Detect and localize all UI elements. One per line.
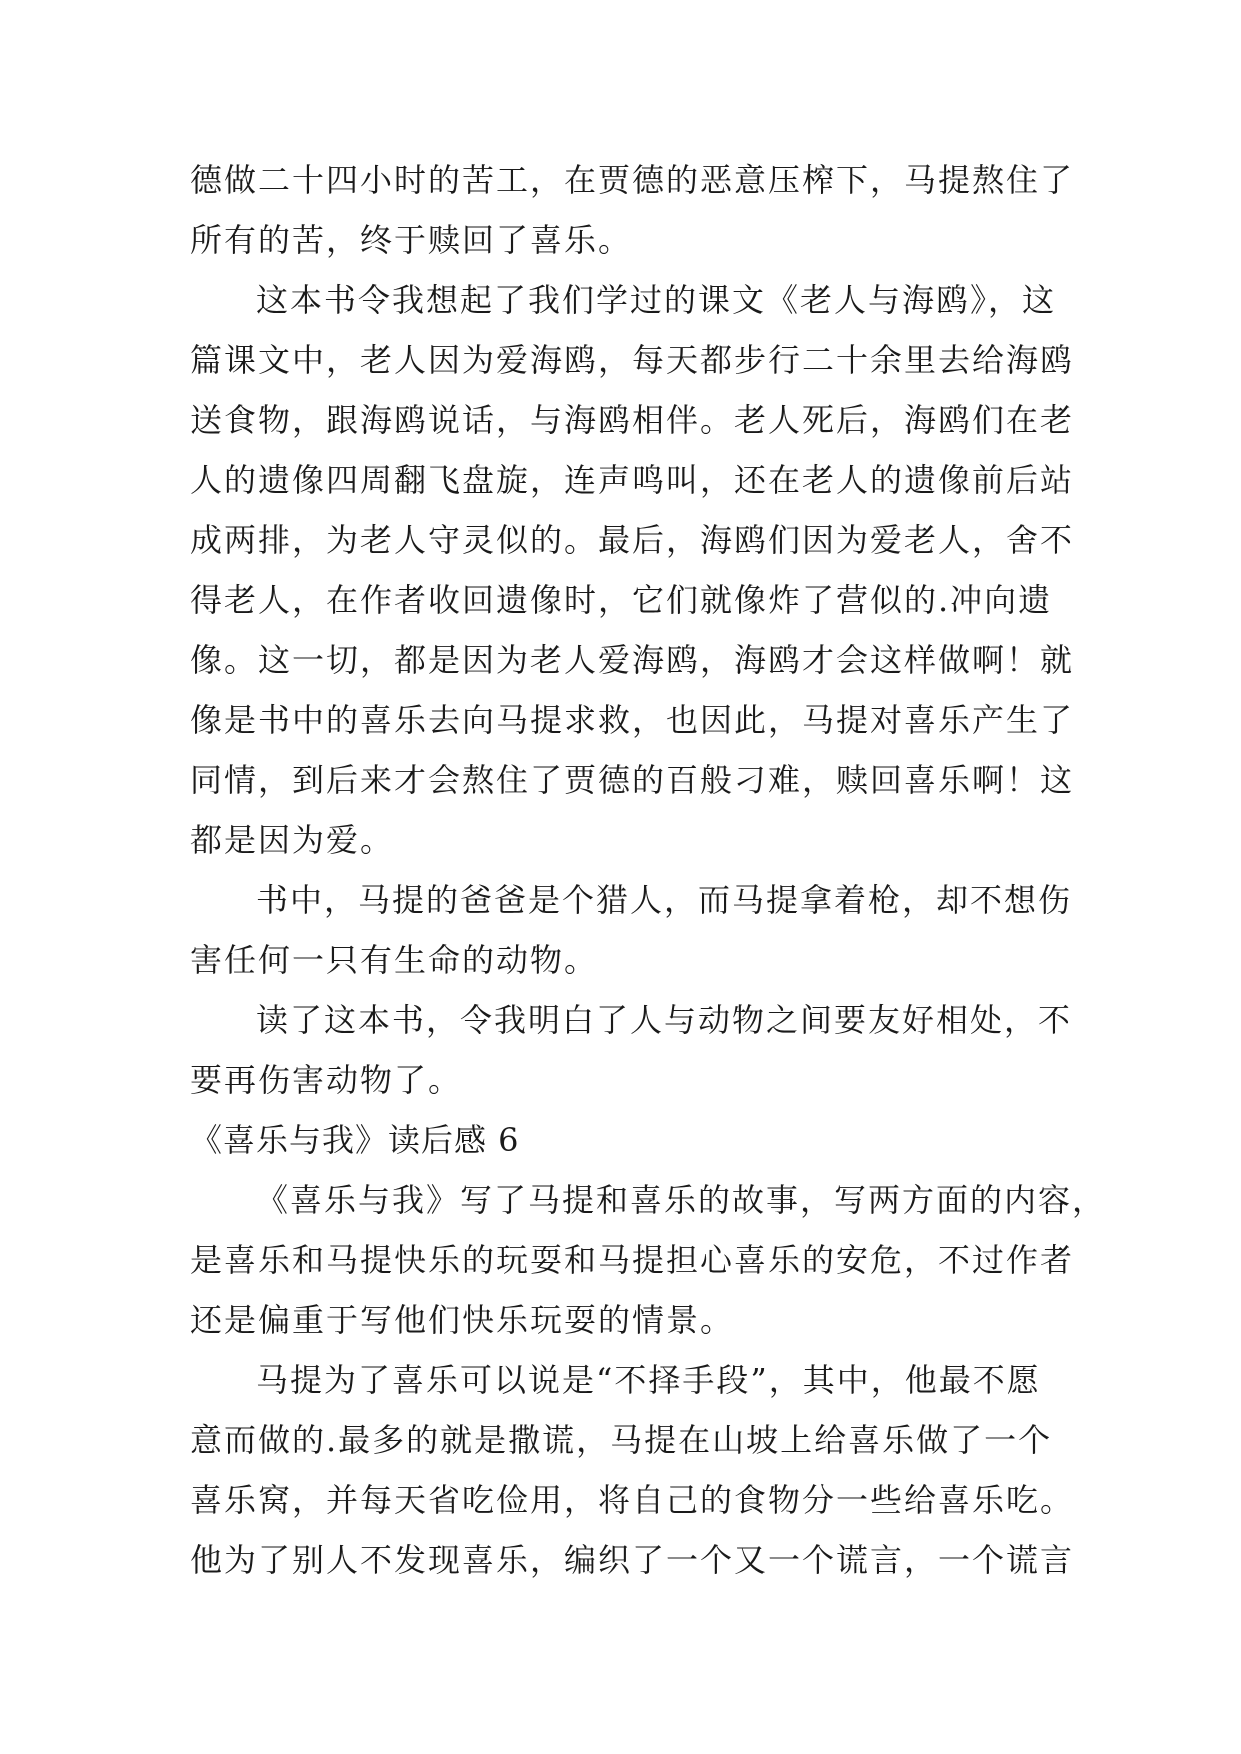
text-line: 送食物，跟海鸥说话，与海鸥相伴。老人死后，海鸥们在老 bbox=[190, 401, 1075, 439]
section-heading: 《喜乐与我》读后感 6 bbox=[190, 1121, 520, 1159]
text-line: 篇课文中，老人因为爱海鸥，每天都步行二十余里去给海鸥 bbox=[190, 341, 1075, 379]
text-line: 都是因为爱。 bbox=[190, 821, 395, 859]
text-line: 还是偏重于写他们快乐玩耍的情景。 bbox=[190, 1301, 735, 1339]
text-line: 得老人，在作者收回遗像时，它们就像炸了营似的.冲向遗 bbox=[190, 581, 1053, 619]
text-line: 他为了别人不发现喜乐，编织了一个又一个谎言，一个谎言 bbox=[190, 1541, 1075, 1579]
paragraph-start-line: 读了这本书，令我明白了人与动物之间要友好相处，不 bbox=[256, 1001, 1073, 1039]
text-line: 同情，到后来才会熬住了贾德的百般刁难，赎回喜乐啊！这 bbox=[190, 761, 1075, 799]
text-line: 像是书中的喜乐去向马提求救，也因此，马提对喜乐产生了 bbox=[190, 701, 1075, 739]
paragraph-start-line: 马提为了喜乐可以说是“不择手段”，其中，他最不愿 bbox=[256, 1361, 1041, 1399]
text-line: 害任何一只有生命的动物。 bbox=[190, 941, 599, 979]
text-line: 要再伤害动物了。 bbox=[190, 1061, 463, 1099]
paragraph-start-line: 这本书令我想起了我们学过的课文《老人与海鸥》，这 bbox=[256, 281, 1057, 319]
text-line: 意而做的.最多的就是撒谎，马提在山坡上给喜乐做了一个 bbox=[190, 1421, 1053, 1459]
text-line: 是喜乐和马提快乐的玩耍和马提担心喜乐的安危，不过作者 bbox=[190, 1241, 1075, 1279]
text-line: 成两排，为老人守灵似的。最后，海鸥们因为爱老人，舍不 bbox=[190, 521, 1075, 559]
document-body bbox=[190, 150, 1107, 1590]
text-line: 喜乐窝，并每天省吃俭用，将自己的食物分一些给喜乐吃。 bbox=[190, 1481, 1075, 1519]
paragraph-start-line: 《喜乐与我》写了马提和喜乐的故事，写两方面的内容， bbox=[256, 1181, 1107, 1219]
text-line: 所有的苦，终于赎回了喜乐。 bbox=[190, 221, 633, 259]
text-line: 像。这一切，都是因为老人爱海鸥，海鸥才会这样做啊！就 bbox=[190, 641, 1075, 679]
text-line: 人的遗像四周翻飞盘旋，连声鸣叫，还在老人的遗像前后站 bbox=[190, 461, 1075, 499]
paragraph-start-line: 书中，马提的爸爸是个猎人，而马提拿着枪，却不想伤 bbox=[256, 881, 1073, 919]
text-line: 德做二十四小时的苦工，在贾德的恶意压榨下，马提熬住了 bbox=[190, 161, 1075, 199]
